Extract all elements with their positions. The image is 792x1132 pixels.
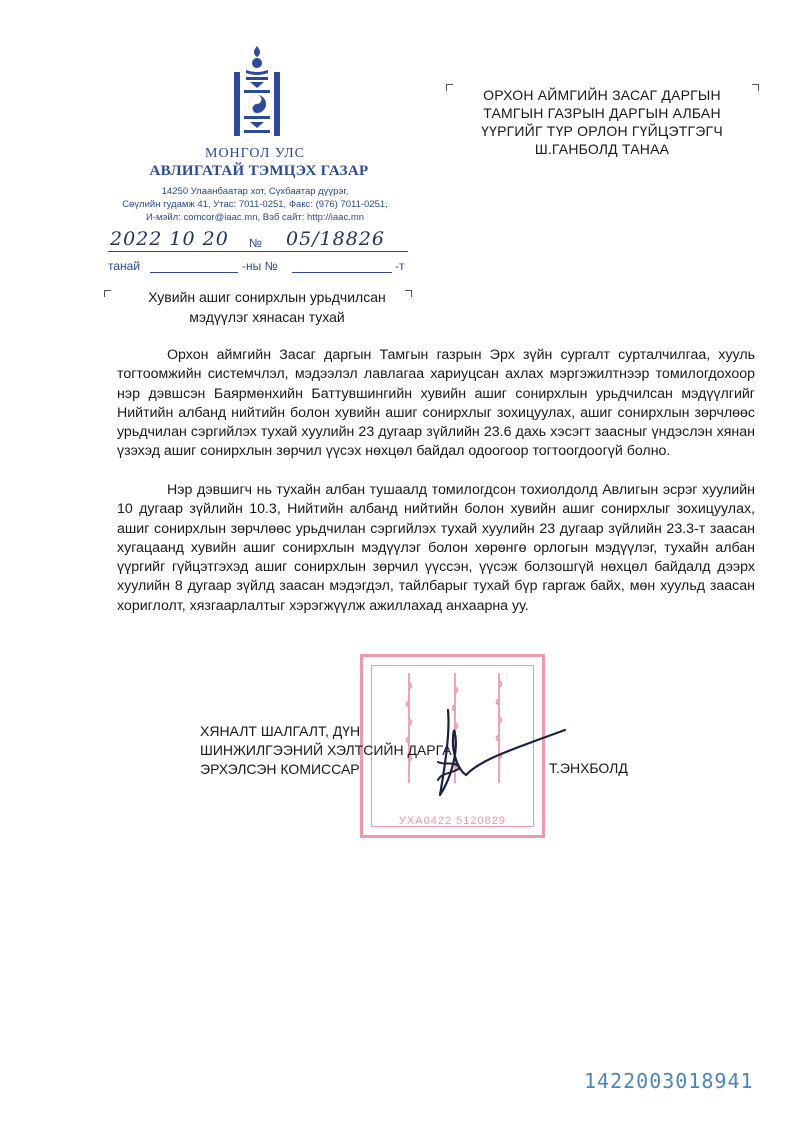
handwritten-signature xyxy=(420,700,570,805)
recipient-line: ҮҮРГИЙГ ТҮР ОРЛОН ГҮЙЦЭТГЭГЧ xyxy=(481,123,723,139)
your-number-label: -ны № xyxy=(242,259,278,273)
letter-number: 05/18826 xyxy=(286,228,386,250)
letter-subject xyxy=(122,287,412,327)
recipient-line: ТАМГЫН ГАЗРЫН ДАРГЫН АЛБАН xyxy=(483,105,721,121)
document-barcode-number: 1422003018941 xyxy=(584,1069,754,1093)
recipient-line: Ш.ГАНБОЛД ТАНАА xyxy=(534,141,670,157)
recipient-line: ОРХОН АЙМГИЙН ЗАСАГ ДАРГЫН xyxy=(483,87,721,103)
signatory-name: Т.ЭНХБОЛД xyxy=(549,760,628,776)
signatory-title-line: ЭРХЭЛСЭН КОМИССАР xyxy=(200,761,360,777)
letterhead-address-line: 14250 Улаанбаатар хот, Сүхбаатар дүүрэг, xyxy=(161,186,349,197)
corner-bracket xyxy=(752,84,759,91)
corner-bracket xyxy=(104,290,111,297)
body-paragraph: Нэр дэвшигч нь тухайн албан тушаалд томилогдсон тохиолдолд Авлигын эсрэг хуулийн 10 дугаар зүйлийн 10.3, Нийтийн албанд нийтийн болон хувийн ашиг сонирхлыг зохицуулах, ашиг сонирхлын зөрчлөөс урьдчилан сэргийлэх тухай хуулийн 23 дугаар зүйлийн 23.3-т заасан хугацаанд хувийн ашиг сонирхлын мэдүүлэг болон хөрөнгө орлогын мэдүүлэг, тухайн албан үүргийг гүйцэтгэхэд ашиг сонирхлын зөрчил үүссэн, үүсэж болзошгүй нөхцөл байдалд дээрх хуулийн 8 дугаар зүйлд заасан мэдэгдэл, тайлбарыг тухай бүр гаргаж байх, мөн хуульд заасан хориглолт, хязгаарлалтыг хэрэгжүүлж ажиллахад анхаарна уу. xyxy=(117,482,755,614)
recipient-address xyxy=(468,86,736,158)
soyombo-emblem-icon xyxy=(232,44,282,142)
reference-underline xyxy=(292,272,392,273)
letter-date: 2022 10 20 xyxy=(110,228,229,250)
stamp-code: УХА0422 5120829 xyxy=(398,815,506,827)
subject-line: Хувийн ашиг сонирхлын урьдчилсан xyxy=(148,289,386,305)
signatory-title xyxy=(200,722,452,779)
letterhead-address-line: Сөүлийн гудамж 41, Утас: 7011-0251, Факс: (976) 7011-0251, xyxy=(122,199,388,210)
reference-underline xyxy=(108,251,408,252)
reference-underline xyxy=(150,272,238,273)
number-label: № xyxy=(249,236,262,250)
signatory-title-line: ШИНЖИЛГЭЭНИЙ ХЭЛТСИЙН ДАРГА xyxy=(200,742,452,758)
body-paragraph: Орхон аймгийн Засаг даргын Тамгын газрын Эрх зүйн сургалт сурталчилгаа, хууль тогтоомжийн системчлэл, мэдээлэл лавлагаа хариуцсан ахлах мэргэжилтнээр томилогдохоор нэр дэвшсэн Баярмөнхийн Баттувшингийн хувийн ашиг сонирхлын урьдчилсан мэдүүлгийг Нийтийн албанд нийтийн болон хувийн ашиг сонирхлыг зохицуулах, ашиг сонирхлын зөрчлөөс урьдчилан сэргийлэх тухай хуулийн 23 дугаар зүйлийн 23.6 дахь хэсэгт заасныг үндэслэн хянан үзэхэд ашиг сонирхлын зөрчил үүсэх нөхцөл байдал одоогоор тогтоогдоогүй болно. xyxy=(117,347,755,460)
corner-bracket xyxy=(446,84,453,91)
your-letter-label: танай xyxy=(108,259,141,273)
letterhead-contact-line: И-мэйл: comcor@iaac.mn, Вэб сайт: http://iaac.mn xyxy=(145,212,365,223)
signatory-title-line: ХЯНАЛТ ШАЛГАЛТ, ДҮН xyxy=(200,723,361,739)
letterhead-country: МОНГОЛ УЛС xyxy=(205,146,305,161)
reference-suffix: -т xyxy=(395,259,405,273)
letterhead-agency: АВЛИГАТАЙ ТЭМЦЭХ ГАЗАР xyxy=(149,163,369,179)
subject-line: мэдүүлэг хянасан тухай xyxy=(189,309,345,325)
